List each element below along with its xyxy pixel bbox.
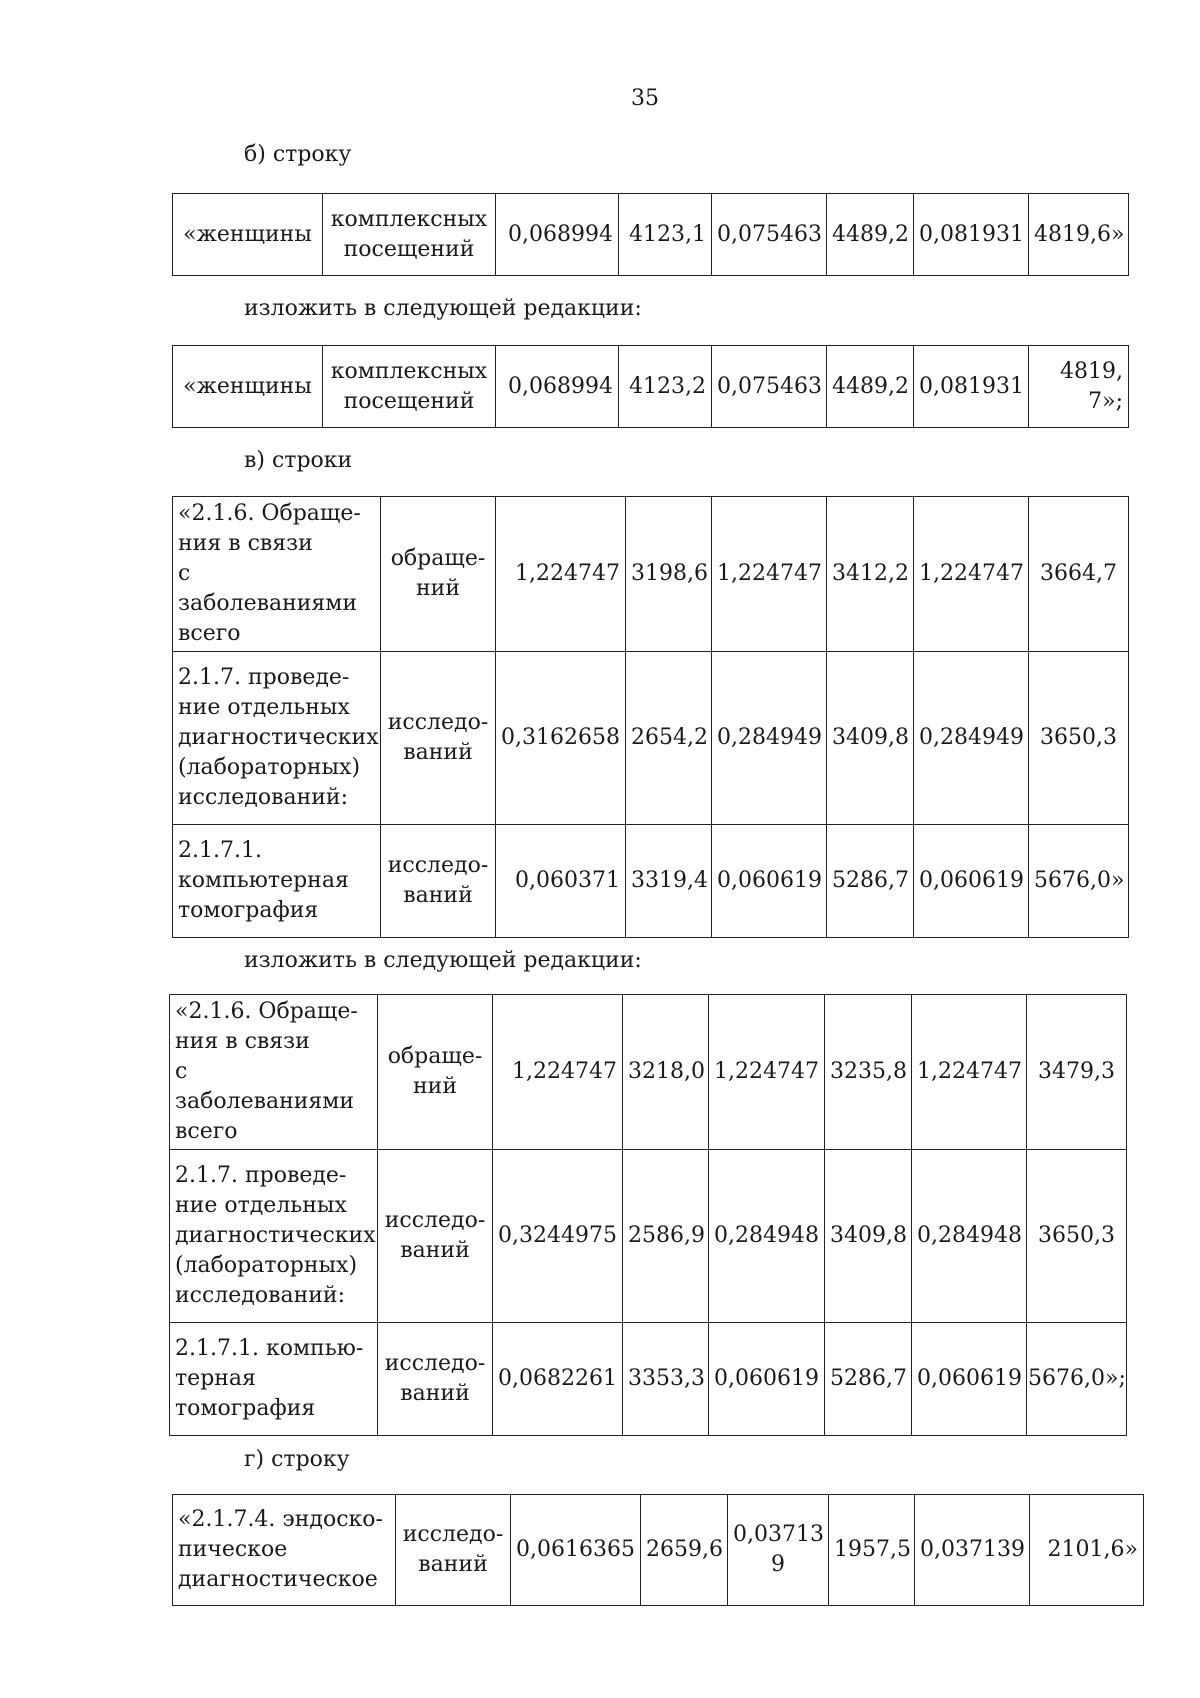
table-row: [173, 652, 1129, 825]
value-cell: 0,060619: [709, 1323, 825, 1436]
value-cell: 0,284948: [912, 1150, 1027, 1323]
table-row: [170, 1323, 1127, 1436]
table-row: [173, 497, 1129, 652]
table-row: [173, 346, 1129, 428]
value-cell: 2586,9: [623, 1150, 709, 1323]
value-cell: 3218,0: [623, 995, 709, 1150]
value-cell: 5676,0»;: [1027, 1323, 1127, 1436]
value-cell: 0,03713 9: [728, 1495, 829, 1606]
page-number: 35: [631, 86, 659, 111]
unit-cell: исследо- ваний: [378, 1323, 493, 1436]
value-cell: 5286,7: [825, 1323, 912, 1436]
section-g-label: г) строку: [244, 1447, 350, 1472]
row-name-cell: «2.1.6. Обраще- ния в связи с заболеваниями всего: [173, 497, 381, 652]
value-cell: 0,060619: [914, 825, 1029, 938]
value-cell: 3650,3: [1027, 1150, 1127, 1323]
value-cell: 0,284949: [712, 652, 827, 825]
value-cell: 3353,3: [623, 1323, 709, 1436]
table-v-old: [172, 496, 1129, 938]
value-cell: 1957,5: [829, 1495, 915, 1606]
row-name-cell: 2.1.7.1. компью- терная томография: [170, 1323, 378, 1436]
value-cell: 0,284948: [709, 1150, 825, 1323]
section-b-label: б) строку: [244, 142, 352, 167]
value-cell: 4819,6»: [1029, 194, 1129, 276]
value-cell: 3479,3: [1027, 995, 1127, 1150]
unit-cell: исследо- ваний: [396, 1495, 511, 1606]
table-row: [173, 1495, 1144, 1606]
row-name-cell: 2.1.7. проведе- ние отдельных диагностических (лабораторных) исследований:: [170, 1150, 378, 1323]
table-v-new: [169, 994, 1127, 1436]
value-cell: 1,224747: [709, 995, 825, 1150]
table-row: [170, 1150, 1127, 1323]
value-cell: 3319,4: [626, 825, 712, 938]
table-g-old: [172, 1494, 1144, 1606]
unit-cell: исследо- ваний: [381, 652, 496, 825]
unit-cell: обраще- ний: [381, 497, 496, 652]
value-cell: 4123,2: [619, 346, 712, 428]
value-cell: 0,3162658: [496, 652, 626, 825]
value-cell: 3664,7: [1029, 497, 1129, 652]
value-cell: 2101,6»: [1030, 1495, 1144, 1606]
unit-cell: комплексных посещений: [323, 346, 496, 428]
value-cell: 4489,2: [827, 346, 914, 428]
unit-cell: исследо- ваний: [378, 1150, 493, 1323]
row-name-cell: «2.1.6. Обраще- ния в связи с заболеваниями всего: [170, 995, 378, 1150]
value-cell: 2659,6: [641, 1495, 728, 1606]
table-b-old: [172, 193, 1129, 276]
table-row: [173, 194, 1129, 276]
replace-label: изложить в следующей редакции:: [244, 948, 642, 973]
table-row: [170, 995, 1127, 1150]
value-cell: 1,224747: [493, 995, 623, 1150]
replace-label: изложить в следующей редакции:: [244, 296, 642, 321]
row-name-cell: «женщины: [173, 346, 323, 428]
value-cell: 4123,1: [619, 194, 712, 276]
value-cell: 0,0682261: [493, 1323, 623, 1436]
value-cell: 2654,2: [626, 652, 712, 825]
value-cell: 0,060619: [912, 1323, 1027, 1436]
value-cell: 3650,3: [1029, 652, 1129, 825]
unit-cell: комплексных посещений: [323, 194, 496, 276]
value-cell: 0,081931: [914, 346, 1029, 428]
value-cell: 0,284949: [914, 652, 1029, 825]
value-cell: 4489,2: [827, 194, 914, 276]
section-v-label: в) строки: [244, 448, 353, 473]
row-name-cell: 2.1.7. проведе- ние отдельных диагностических (лабораторных) исследований:: [173, 652, 381, 825]
value-cell: 0,075463: [712, 346, 827, 428]
value-cell: 0,060619: [712, 825, 827, 938]
value-cell: 0,081931: [914, 194, 1029, 276]
value-cell: 0,037139: [915, 1495, 1030, 1606]
table-b-new: [172, 345, 1129, 428]
value-cell: 3409,8: [827, 652, 914, 825]
value-cell: 0,060371: [496, 825, 626, 938]
value-cell: 0,075463: [712, 194, 827, 276]
value-cell: 1,224747: [496, 497, 626, 652]
value-cell: 4819, 7»;: [1029, 346, 1129, 428]
value-cell: 0,0616365: [511, 1495, 641, 1606]
value-cell: 1,224747: [712, 497, 827, 652]
table-row: [173, 825, 1129, 938]
value-cell: 3235,8: [825, 995, 912, 1150]
value-cell: 0,068994: [496, 346, 619, 428]
value-cell: 1,224747: [914, 497, 1029, 652]
value-cell: 3412,2: [827, 497, 914, 652]
row-name-cell: «2.1.7.4. эндоско- пическое диагностическое: [173, 1495, 396, 1606]
value-cell: 0,3244975: [493, 1150, 623, 1323]
value-cell: 5676,0»: [1029, 825, 1129, 938]
row-name-cell: «женщины: [173, 194, 323, 276]
value-cell: 5286,7: [827, 825, 914, 938]
value-cell: 3409,8: [825, 1150, 912, 1323]
value-cell: 3198,6: [626, 497, 712, 652]
unit-cell: исследо- ваний: [381, 825, 496, 938]
row-name-cell: 2.1.7.1. компьютерная томография: [173, 825, 381, 938]
value-cell: 0,068994: [496, 194, 619, 276]
unit-cell: обраще- ний: [378, 995, 493, 1150]
value-cell: 1,224747: [912, 995, 1027, 1150]
